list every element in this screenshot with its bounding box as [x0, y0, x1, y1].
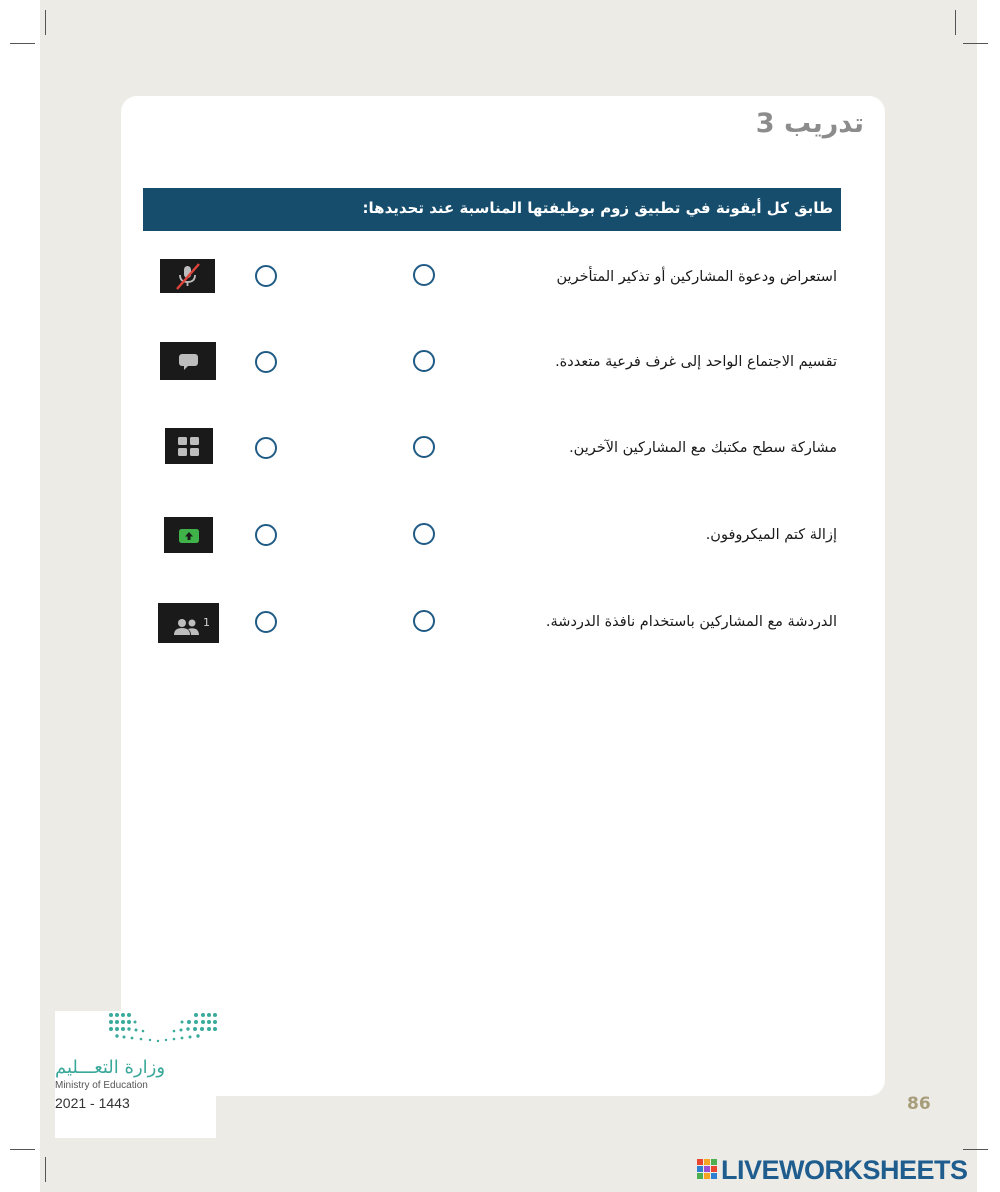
participants-count: 1 [203, 616, 210, 629]
page-number: 86 [907, 1094, 931, 1114]
option-match-dot[interactable] [413, 610, 435, 632]
option-text: مشاركة سطح مكتبك مع المشاركين الآخرين. [569, 440, 837, 456]
instruction-text: طابق كل أيقونة في تطبيق زوم بوظيفتها المناسبة عند تحديدها: [362, 199, 833, 217]
icon-match-dot[interactable] [255, 351, 277, 373]
crop-mark [955, 10, 956, 35]
crop-mark [963, 43, 988, 44]
icon-match-dot[interactable] [255, 265, 277, 287]
participants-icon [158, 603, 219, 643]
ministry-name-arabic: وزارة التعـــليم [55, 1057, 166, 1078]
crop-mark [10, 1149, 35, 1150]
worksheet-card [121, 96, 885, 1096]
option-text: استعراض ودعوة المشاركين أو تذكير المتأخرين [556, 269, 837, 285]
icon-match-dot[interactable] [255, 437, 277, 459]
option-text: إزالة كتم الميكروفون. [705, 527, 837, 543]
ministry-name-english: Ministry of Education [55, 1080, 148, 1091]
ministry-logo [55, 1011, 216, 1138]
page-title: تدريب 3 [755, 108, 864, 139]
option-text: تقسيم الاجتماع الواحد إلى غرف فرعية متعددة. [555, 354, 837, 370]
liveworksheets-wordmark: LIVEWORKSHEETS [721, 1155, 968, 1185]
option-match-dot[interactable] [413, 264, 435, 286]
match-row [143, 342, 841, 388]
ministry-dots-emblem [108, 1011, 218, 1047]
edition-year: 2021 - 1443 [55, 1095, 130, 1111]
liveworksheets-blocks-icon [697, 1159, 719, 1185]
chat-icon [160, 342, 216, 380]
match-row [143, 515, 841, 561]
icon-match-dot[interactable] [255, 611, 277, 633]
crop-mark [45, 1157, 46, 1182]
option-match-dot[interactable] [413, 350, 435, 372]
icon-match-dot[interactable] [255, 524, 277, 546]
option-text: الدردشة مع المشاركين باستخدام نافذة الدردشة. [545, 614, 837, 630]
breakout-rooms-icon [165, 428, 213, 464]
match-row [143, 257, 841, 303]
option-match-dot[interactable] [413, 523, 435, 545]
crop-mark [10, 43, 35, 44]
share-screen-icon [164, 517, 213, 553]
crop-mark [45, 10, 46, 35]
crop-mark [963, 1149, 988, 1150]
instruction-banner [143, 188, 841, 231]
match-row [143, 602, 841, 648]
mic-muted-icon [160, 259, 215, 293]
match-row [143, 428, 841, 474]
option-match-dot[interactable] [413, 436, 435, 458]
